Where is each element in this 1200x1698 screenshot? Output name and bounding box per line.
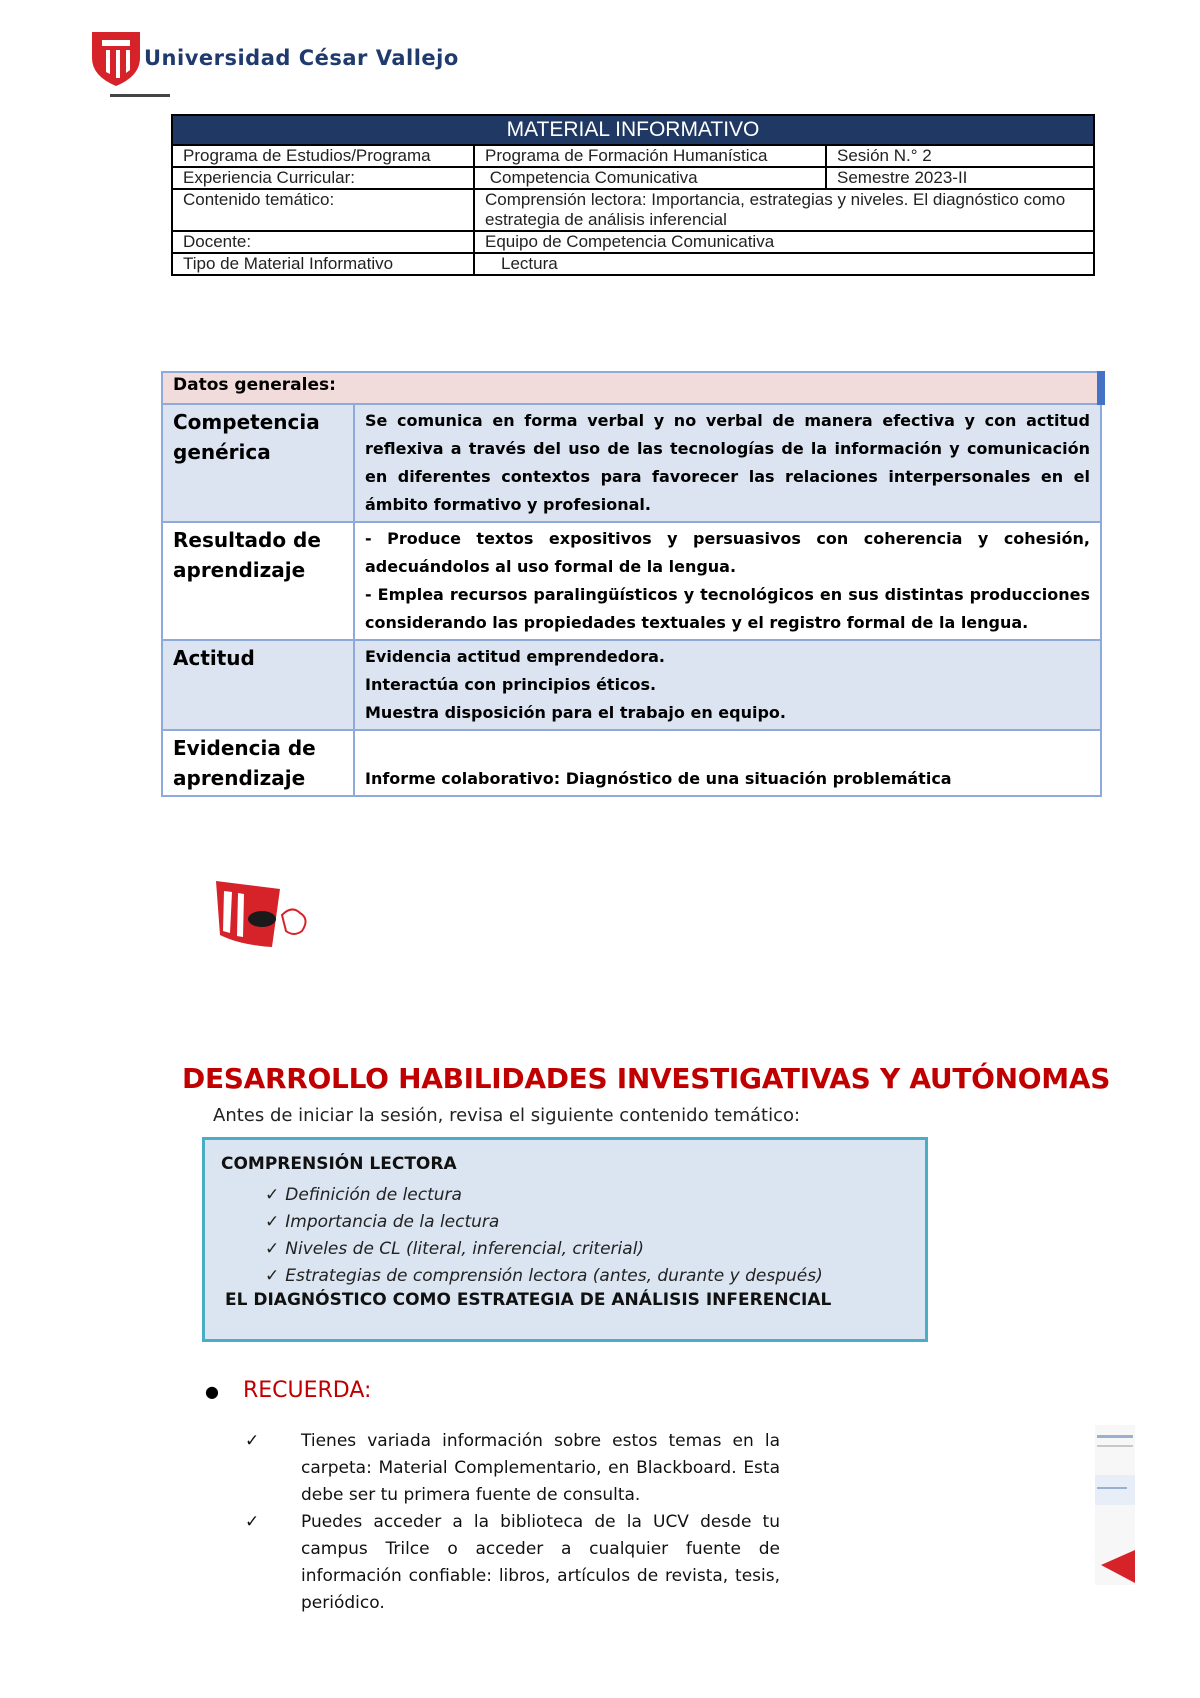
topic-list (265, 1182, 823, 1290)
table-row (162, 730, 1101, 796)
box-footer: EL DIAGNÓSTICO COMO ESTRATEGIA DE ANÁLISIS INFERENCIAL (225, 1290, 832, 1310)
section-intro: Antes de iniciar la sesión, revisa el siguiente contenido temático: (213, 1105, 801, 1126)
row-value: Programa de Formación Humanística (474, 145, 826, 167)
ucv-shield-icon (88, 28, 148, 90)
table-row (172, 189, 1094, 231)
table-row (172, 253, 1094, 275)
resultado-label: Resultado de aprendizaje (162, 522, 354, 640)
check-icon: ✓ (265, 1239, 280, 1259)
row-value: Lectura (474, 253, 1094, 275)
recuerda-tips (245, 1428, 780, 1617)
table-row (172, 145, 1094, 167)
table-row (172, 167, 1094, 189)
list-item: ✓ Tienes variada información sobre estos temas en la carpeta: Material Complementario, en Blackboard. Esta debe ser tu primera fuente de consulta. (245, 1428, 780, 1509)
evidencia-label: Evidencia de aprendizaje (162, 730, 354, 796)
list-item: ✓ Puedes acceder a la biblioteca de la UCV desde tu campus Trilce o acceder a cualquier fuente de información confiable: libros, artículos de revista, tesis, periódico. (245, 1509, 780, 1617)
section-heading: DESARROLLO HABILIDADES INVESTIGATIVAS Y AUTÓNOMAS (182, 1062, 1111, 1095)
row-label: Tipo de Material Informativo (172, 253, 474, 275)
competencia-label: Competencia genérica (162, 404, 354, 522)
university-logo (88, 28, 459, 98)
content-topic-box (202, 1137, 928, 1342)
resultado-cell (354, 522, 1101, 640)
row-label: Contenido temático: (172, 189, 474, 231)
actitud-label: Actitud (162, 640, 354, 730)
row-label: Programa de Estudios/Programa (172, 145, 474, 167)
logo-underline (110, 94, 170, 97)
actitud-item: Muestra disposición para el trabajo en equipo. (365, 703, 786, 722)
list-item: ✓ Definición de lectura (265, 1185, 462, 1205)
table-row (162, 404, 1101, 522)
list-item: ✓ Niveles de CL (literal, inferencial, criterial) (265, 1239, 645, 1259)
table-title: MATERIAL INFORMATIVO (172, 115, 1094, 145)
row-label: Docente: (172, 231, 474, 253)
actitud-cell (354, 640, 1101, 730)
mascot-icon (210, 875, 340, 955)
fragment-image (1095, 1425, 1135, 1585)
bullet-icon: ● (205, 1381, 219, 1401)
table-row (162, 522, 1101, 640)
general-data-table (161, 371, 1105, 797)
row-value: Comprensión lectora: Importancia, estrategias y niveles. El diagnóstico como estrategia de análisis inferencial (474, 189, 1094, 231)
competencia-text: Se comunica en forma verbal y no verbal de manera efectiva y con actitud reflexiva a través del uso de las tecnologías de la información y comunicación en diferentes contextos para favorecer las relaciones interpersonales en el ámbito formativo y profesional. (354, 404, 1101, 522)
evidencia-text: Informe colaborativo: Diagnóstico de una situación problemática (354, 730, 1101, 796)
actitud-item: Interactúa con principios éticos. (365, 675, 657, 694)
general-data-title: Datos generales: (162, 372, 1101, 404)
check-icon: ✓ (245, 1512, 260, 1532)
actitud-item: Evidencia actitud emprendedora. (365, 647, 665, 666)
material-info-table (171, 114, 1095, 276)
row-value: Equipo de Competencia Comunicativa (474, 231, 1094, 253)
row-extra: Sesión N.° 2 (826, 145, 1094, 167)
row-label: Experiencia Curricular: (172, 167, 474, 189)
check-icon: ✓ (245, 1431, 260, 1451)
resultado-item: - Produce textos expositivos y persuasivos con coherencia y cohesión, adecuándolos al uso formal de la lengua. (365, 529, 1090, 576)
resultado-item: - Emplea recursos paralingüísticos y tecnológicos en sus distintas producciones considerando las propiedades textuales y el registro formal de la lengua. (365, 585, 1090, 632)
check-icon: ✓ (265, 1212, 280, 1232)
ucv-mascot-logo (210, 875, 340, 955)
row-extra: Semestre 2023-II (826, 167, 1094, 189)
table-row (172, 231, 1094, 253)
list-item: ✓ Importancia de la lectura (265, 1212, 500, 1232)
row-value: Competencia Comunicativa (474, 167, 826, 189)
box-title: COMPRENSIÓN LECTORA (221, 1154, 457, 1174)
table-row (162, 640, 1101, 730)
check-icon: ✓ (265, 1266, 280, 1286)
university-name: Universidad César Vallejo (144, 46, 459, 70)
cropped-screenshot-fragment (1095, 1425, 1135, 1585)
recuerda-heading: ● RECUERDA: (205, 1378, 372, 1403)
list-item: ✓ Estrategias de comprensión lectora (antes, durante y después) (265, 1266, 823, 1286)
check-icon: ✓ (265, 1185, 280, 1205)
